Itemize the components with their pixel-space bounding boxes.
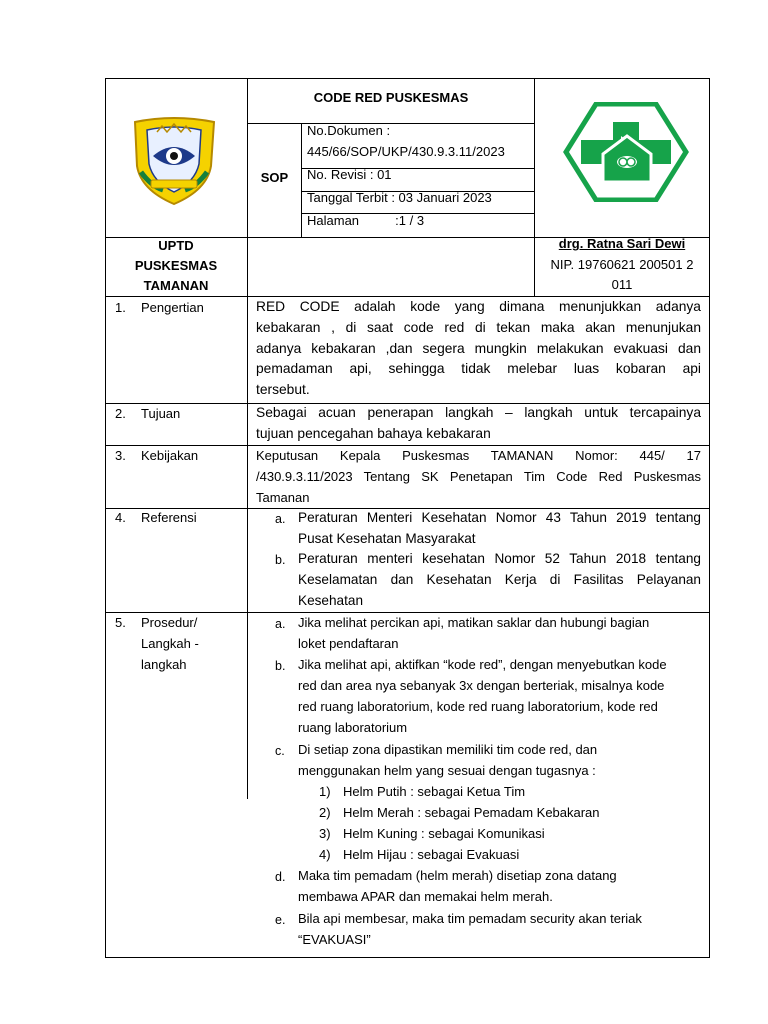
puskesmas-logo xyxy=(563,102,689,202)
org-line3: TAMANAN xyxy=(143,278,209,293)
divider-sop xyxy=(301,123,302,237)
s4-line: Peraturan menteri kesehatan Nomor 52 Tahun 2018 tentang xyxy=(298,551,701,566)
s1-content xyxy=(256,297,701,401)
s3-line: Tamanan xyxy=(256,489,310,505)
s4-marker-b: b. xyxy=(275,553,286,567)
s4-item-a xyxy=(298,508,701,550)
s5-marker-e: e. xyxy=(275,913,286,927)
s3-num: 3. xyxy=(115,448,126,463)
signer-nip-line1: NIP. 19760621 200501 2 xyxy=(550,257,694,272)
page-title: CODE RED PUSKESMAS xyxy=(313,90,469,105)
s3-content xyxy=(256,446,701,508)
helmet-item: Helm Hijau : sebagai Evakuasi xyxy=(343,847,520,862)
s1-line: tersebut. xyxy=(256,382,310,398)
s2-line: Sebagai acuan penerapan langkah – langkah untuk tercapainya xyxy=(256,405,701,420)
s1-line: kebakaran , di saat code red di tekan maka akan menunjukan xyxy=(256,319,701,335)
s3-line: Keputusan Kepala Puskesmas TAMANAN Nomor: 445/ 17 xyxy=(256,448,701,463)
s4-line: Kesehatan xyxy=(298,592,364,608)
s4-line: Pusat Kesehatan Masyarakat xyxy=(298,530,476,546)
helmet-marker: 2) xyxy=(319,805,331,820)
tanggal-terbit: Tanggal Terbit : 03 Januari 2023 xyxy=(307,190,492,205)
s1-line: RED CODE adalah kode yang dimana menunjukkan adanya xyxy=(256,299,701,314)
s2-title: Tujuan xyxy=(141,406,181,421)
signer-name: drg. Ratna Sari Dewi xyxy=(558,236,686,251)
helmet-marker: 4) xyxy=(319,847,331,862)
s4-marker-a: a. xyxy=(275,512,286,526)
s5-line: “EVAKUASI” xyxy=(298,932,371,947)
helmet-item: Helm Kuning : sebagai Komunikasi xyxy=(343,826,545,841)
s1-title: Pengertian xyxy=(141,300,204,315)
helmet-item: Helm Putih : sebagai Ketua Tim xyxy=(343,784,526,799)
s2-line: tujuan pencegahan bahaya kebakaran xyxy=(256,425,491,441)
table-border-left xyxy=(105,78,106,958)
s4-line: Peraturan Menteri Kesehatan Nomor 43 Tahun 2019 tentang xyxy=(298,510,701,525)
s5-line: Jika melihat api, aktifkan “kode red”, dengan menyebutkan kode xyxy=(298,657,667,672)
s1-line: adanya kebakaran ,dan segera mungkin melakukan evakuasi dan xyxy=(256,340,701,356)
halaman: Halaman :1 / 3 xyxy=(307,213,425,228)
s5-line: Di setiap zona dipastikan memiliki tim code red, dan xyxy=(298,742,598,757)
s5-line: Maka tim pemadam (helm merah) disetiap zona datang xyxy=(298,868,617,883)
s5-marker-b: b. xyxy=(275,659,286,673)
table-border-top xyxy=(105,78,710,79)
s5-num: 5. xyxy=(115,615,126,630)
helmet-marker: 1) xyxy=(319,784,331,799)
s4-title: Referensi xyxy=(141,510,197,525)
org-line1: UPTD xyxy=(158,238,194,253)
crest-logo xyxy=(127,116,222,206)
s2-content xyxy=(256,403,701,445)
no-dokumen-value: 445/66/SOP/UKP/430.9.3.11/2023 xyxy=(307,144,505,159)
s5-title-line1: Prosedur/ xyxy=(141,615,198,630)
divider-title xyxy=(247,123,535,124)
s4-num: 4. xyxy=(115,510,126,525)
helmet-marker: 3) xyxy=(319,826,331,841)
table-border-bottom xyxy=(105,957,710,958)
s5-title-line3: langkah xyxy=(141,657,187,672)
no-revisi: No. Revisi : 01 xyxy=(307,167,392,182)
s5-line: red ruang laboratorium, kode red ruang laboratorium, kode red xyxy=(298,699,658,714)
org-line2: PUSKESMAS xyxy=(134,258,218,273)
puskesmas-icon xyxy=(563,102,689,202)
s5-marker-c: c. xyxy=(275,744,285,758)
s5-marker-a: a. xyxy=(275,617,286,631)
s5-line: membawa APAR dan memakai helm merah. xyxy=(298,889,553,904)
table-border-right xyxy=(709,78,710,958)
s2-num: 2. xyxy=(115,406,126,421)
sop-label: SOP xyxy=(260,170,289,185)
no-dokumen-label: No.Dokumen : xyxy=(307,123,391,138)
s5-line: Jika melihat percikan api, matikan saklar dan hubungi bagian xyxy=(298,615,650,630)
signer-nip-line2: 011 xyxy=(611,277,633,292)
s3-title: Kebijakan xyxy=(141,448,199,463)
s1-num: 1. xyxy=(115,300,126,315)
s5-line: loket pendaftaran xyxy=(298,636,399,651)
s3-line: /430.9.3.11/2023 Tentang SK Penetapan Tim Code Red Puskesmas xyxy=(256,468,701,484)
s5-marker-d: d. xyxy=(275,870,286,884)
s5-title-line2: Langkah - xyxy=(141,636,199,651)
helmet-item: Helm Merah : sebagai Pemadam Kebakaran xyxy=(343,805,600,820)
s5-line: menggunakan helm yang sesuai dengan tugasnya : xyxy=(298,763,596,778)
s5-line: ruang laboratorium xyxy=(298,720,408,735)
s4-line: Keselamatan dan Kesehatan Kerja di Fasilitas Pelayanan xyxy=(298,571,701,587)
sop-document xyxy=(105,78,710,958)
s5-line: Bila api membesar, maka tim pemadam security akan teriak xyxy=(298,911,642,926)
s1-line: pemadaman api, sehingga tidak melebar luas kobaran api xyxy=(256,361,701,377)
s5-line: red dan area nya sebanyak 3x dengan berteriak, misalnya kode xyxy=(298,678,665,693)
crest-icon xyxy=(127,116,222,206)
s4-item-b xyxy=(298,549,701,611)
